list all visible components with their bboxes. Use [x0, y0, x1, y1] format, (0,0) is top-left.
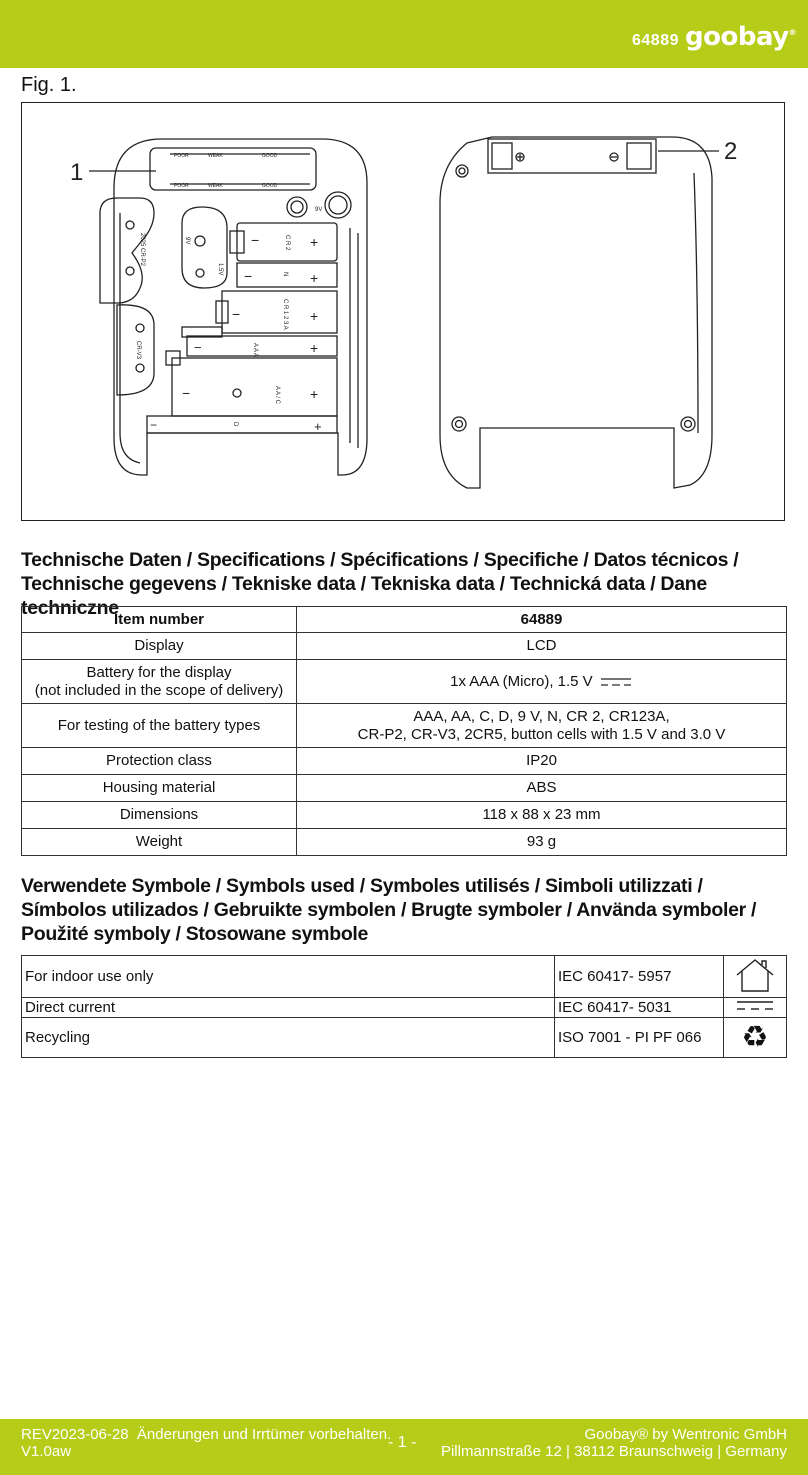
footer-version: V1.0aw	[21, 1443, 72, 1460]
symbols-heading	[21, 874, 756, 946]
brand-mark: ®	[788, 28, 797, 37]
callout-1-label: 1	[70, 159, 84, 186]
recycling-icon: ♻	[741, 1019, 769, 1055]
spec-label-line-2: (not included in the scope of delivery)	[34, 681, 284, 699]
bay-aaa-label: A A A	[252, 343, 258, 358]
spec-value	[297, 704, 787, 748]
dc-symbol-icon	[599, 676, 633, 688]
spec-label	[22, 660, 297, 704]
back-screw-left	[452, 417, 466, 431]
table-row	[22, 998, 787, 1018]
bay-cr123a-plus: +	[310, 308, 319, 324]
specs-table	[21, 606, 787, 856]
symbols-heading-line-1: Verwendete Symbole / Symbols used / Symboles utilisés / Simboli utilizzati /	[21, 875, 703, 897]
spec-value-line-1: AAA, AA, C, D, 9 V, N, CR 2, CR123A,	[413, 707, 670, 725]
symbol-norm: IEC 60417- 5957	[555, 956, 724, 998]
bay-aaa-plus: +	[310, 340, 319, 356]
spec-value: LCD	[297, 633, 787, 660]
symbol-icon-cell	[724, 956, 787, 998]
footer-page-number: - 1 -	[388, 1434, 417, 1451]
bay-cr2-plus: +	[310, 234, 319, 250]
lcd-label-weak-top: WEAK	[208, 153, 223, 159]
bay-aac-label: A A / C	[274, 386, 280, 405]
lcd-label-weak-bottom: WEAK	[208, 183, 223, 189]
battery-tester-drawing	[22, 103, 786, 522]
back-battery-compartment	[488, 139, 656, 173]
slot-label-2025: 2025 CR-P2	[139, 233, 145, 267]
table-row	[22, 829, 787, 856]
bay-aaa-minus: −	[194, 340, 202, 355]
bay-n-minus: −	[244, 268, 253, 284]
brand-logo	[685, 22, 796, 52]
footer-right	[441, 1426, 787, 1460]
table-row	[22, 660, 787, 704]
bay-aac-plus: +	[310, 386, 319, 402]
cradle-9v	[182, 207, 227, 288]
spec-label: Housing material	[22, 775, 297, 802]
spec-label: Weight	[22, 829, 297, 856]
symbol-icon-cell	[724, 1018, 787, 1058]
footer-revision: REV2023-06-28	[21, 1426, 129, 1443]
table-row	[22, 633, 787, 660]
lcd-label-poor-top: POOR	[174, 153, 189, 159]
figure-box	[21, 102, 785, 521]
footer-address: Pillmannstraße 12 | 38112 Braunschweig | Germany	[440, 1443, 787, 1460]
spec-label: Item number	[22, 607, 297, 633]
bay-cr2-minus: −	[251, 232, 260, 248]
bay-cr123a-minus: −	[232, 306, 241, 322]
spec-label-line-1: Battery for the display	[86, 663, 232, 681]
spec-label: Dimensions	[22, 802, 297, 829]
spec-value: IP20	[297, 748, 787, 775]
specs-heading-line-2: Technische gegevens / Tekniske data / Tekniska data / Technická data / Dane techniczne	[21, 573, 707, 619]
table-row	[22, 748, 787, 775]
spec-label: Protection class	[22, 748, 297, 775]
bay-n-label: N	[282, 272, 288, 277]
table-row	[22, 704, 787, 748]
spec-value: ABS	[297, 775, 787, 802]
footer-left	[21, 1426, 391, 1460]
back-screw-right	[681, 417, 695, 431]
bay-cr2-label: C R 2	[284, 235, 290, 251]
lcd-label-good-bottom: GOOD	[262, 183, 278, 189]
back-housing-outline	[440, 137, 712, 488]
spec-label: For testing of the battery types	[22, 704, 297, 748]
footer-company: Goobay® by Wentronic GmbH	[584, 1426, 787, 1443]
symbol-description: Recycling	[22, 1018, 555, 1058]
bay-d	[147, 416, 337, 433]
front-button-small	[287, 197, 307, 217]
spec-value-text: 1x AAA (Micro), 1.5 V	[450, 672, 593, 690]
spec-value: 64889	[297, 607, 787, 633]
spec-label: Display	[22, 633, 297, 660]
table-row	[22, 1018, 787, 1058]
spec-value-line-2: CR-P2, CR-V3, 2CR5, button cells with 1.5 V and 3.0 V	[357, 725, 726, 743]
symbol-norm: ISO 7001 - PI PF 066	[555, 1018, 724, 1058]
bay-d-plus: +	[314, 419, 322, 434]
house-icon	[733, 957, 777, 993]
callout-2-label: 2	[724, 138, 738, 165]
symbol-description: For indoor use only	[22, 956, 555, 998]
lcd-label-poor-bottom: POOR	[174, 183, 189, 189]
slot-label-9v: 9V	[184, 237, 190, 245]
figure-title: Fig. 1.	[21, 74, 77, 96]
table-row	[22, 802, 787, 829]
dc-icon	[733, 999, 777, 1013]
spec-value	[297, 660, 787, 704]
symbols-heading-line-2: Símbolos utilizados / Gebruikte symbolen / Brugte symboler / Använda symboler /	[21, 899, 757, 921]
spec-value: 93 g	[297, 829, 787, 856]
table-row	[22, 956, 787, 998]
front-housing-inner	[120, 213, 140, 463]
bay-n-plus: +	[310, 270, 319, 286]
slot-label-1-5v: 1.5V	[217, 263, 223, 276]
back-hook-top	[456, 165, 468, 177]
bay-cr123a-label: C R 1 2 3 A	[282, 299, 288, 330]
bay-d-minus: −	[150, 418, 158, 432]
footer-bar	[0, 1419, 808, 1475]
symbols-heading-line-3: Použité symboly / Stosowane symbole	[21, 923, 369, 945]
symbols-table	[21, 955, 787, 1058]
lcd-label-good-top: GOOD	[262, 153, 278, 159]
symbol-icon-cell	[724, 998, 787, 1018]
bay-d-label: D	[232, 422, 238, 427]
brand-name: goobay	[685, 22, 789, 52]
footer-note: Änderungen und Irrtümer vorbehalten.	[136, 1426, 392, 1443]
bay-aac-minus: −	[182, 385, 191, 401]
symbol-norm: IEC 60417- 5031	[555, 998, 724, 1018]
header-bar	[0, 0, 808, 68]
header-item-number: 64889	[632, 32, 679, 49]
table-row	[22, 607, 787, 633]
table-row	[22, 775, 787, 802]
switch-9v-label: 9V	[315, 207, 323, 213]
specs-heading-line-1: Technische Daten / Specifications / Spécifications / Specifiche / Datos técnicos /	[21, 549, 739, 571]
symbol-description: Direct current	[22, 998, 555, 1018]
spec-value: 118 x 88 x 23 mm	[297, 802, 787, 829]
slot-label-crv3: CR-V3	[135, 341, 141, 360]
